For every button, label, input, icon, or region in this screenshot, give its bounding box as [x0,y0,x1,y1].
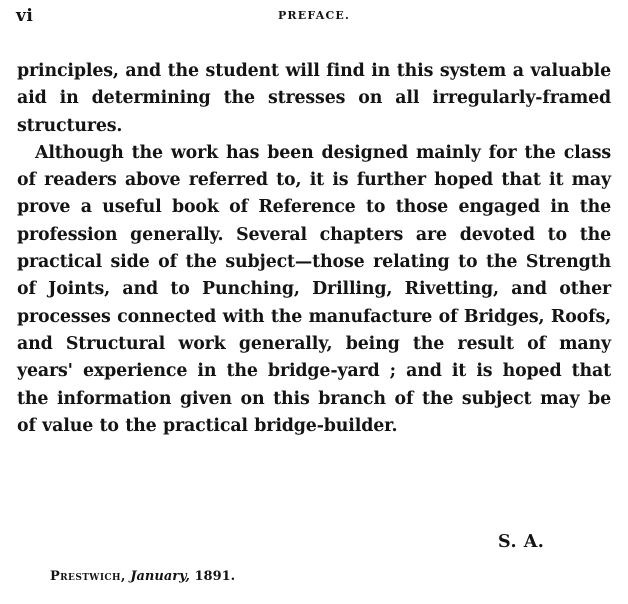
page-header [16,6,612,26]
running-head: PREFACE. [277,9,351,22]
page-number: vi [16,6,34,26]
dateline-month: January, [130,569,190,584]
preface-body [17,58,611,440]
dateline-year: 1891. [194,569,236,584]
author-initials: S. A. [498,532,545,552]
dateline [50,569,235,584]
paragraph-continuation: principles, and the student will find in this system a valuable aid in determining the stresses on all irregularly-framed structures. [17,61,611,136]
dateline-place: Prestwich, [50,569,126,584]
paragraph-main: Although the work has been designed mainly for the class of readers above referred to, it is further hoped that it may prove a useful book of Reference to those engaged in the profession generally. Several chapters are devoted to the practical side of the subject—those relating to the Strength of Joints, and to Punching, Drilling, Rivetting, and other processes connected with the manufacture of Bridges, Roofs, and Structural work generally, being the result of many years' experience in the bridge-yard ; and it is hoped that the information given on this branch of the subject may be of value to the practical bridge-builder. [17,142,611,436]
